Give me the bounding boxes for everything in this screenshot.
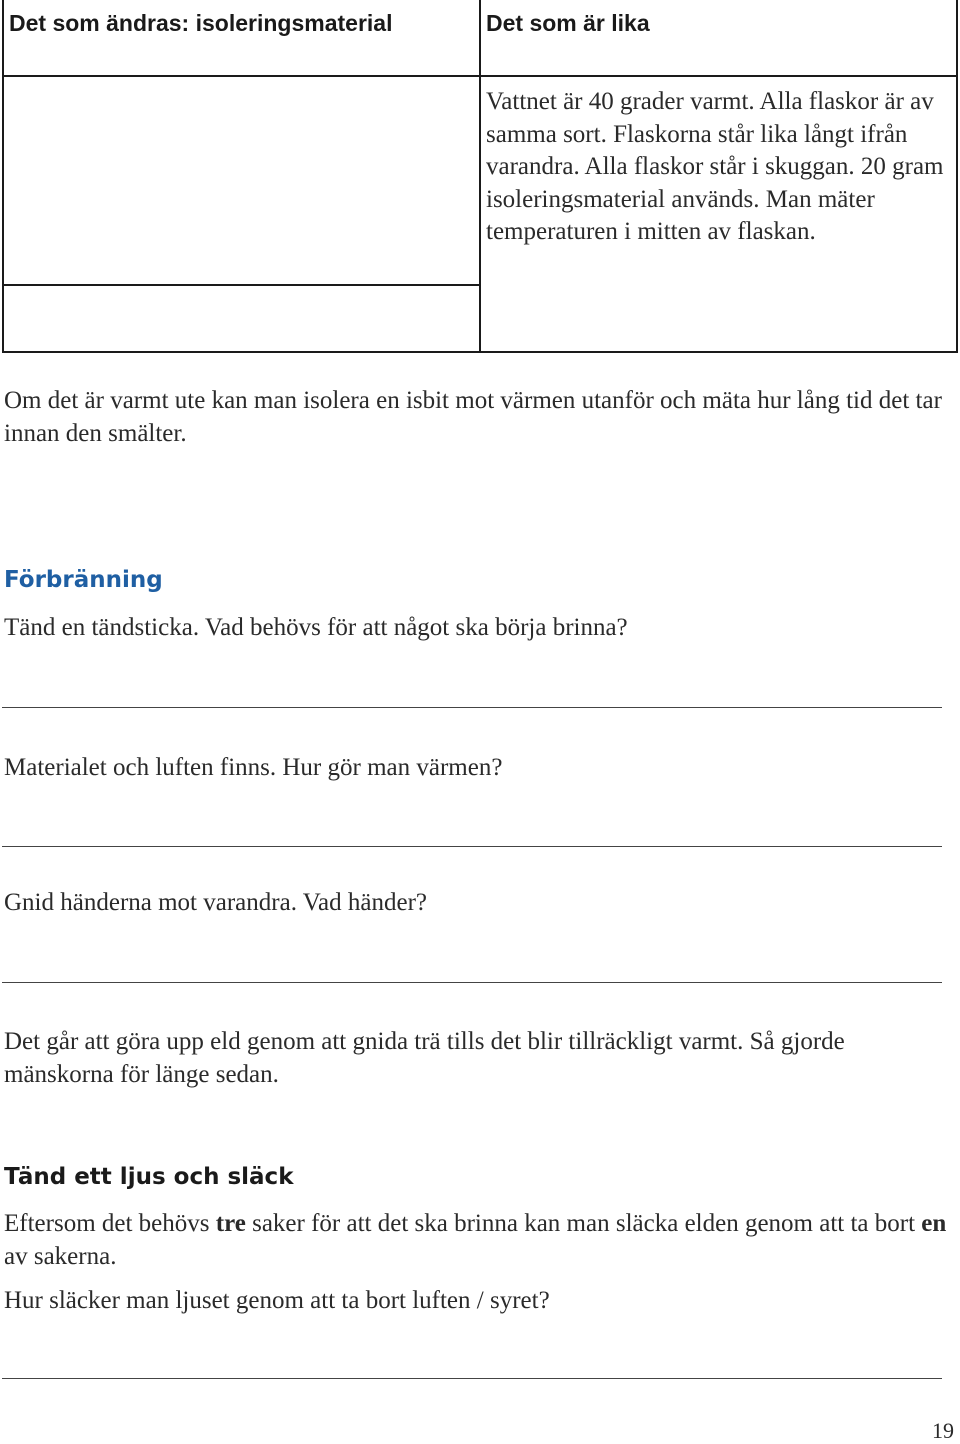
section-heading-combustion: Förbränning (4, 567, 163, 593)
same-conditions-text: Vattnet är 40 grader varmt. Alla flaskor är av samma sort. Flaskorna står lika långt ifrån varandra. Alla flaskor står i skuggan. 20 gram isoleringsmaterial används. Man mäter temperaturen i mitten av flaskan. (486, 88, 944, 245)
candle-text-part: Eftersom det behövs (4, 1210, 216, 1237)
candle-text-part: av sakerna. (4, 1243, 117, 1270)
answer-line[interactable] (2, 982, 942, 983)
emphasis-three: tre (215, 1210, 246, 1237)
answer-line[interactable] (2, 707, 942, 708)
question-heat: Materialet och luften finns. Hur gör man värmen? (4, 754, 503, 781)
page-number: 19 (932, 1418, 954, 1443)
answer-line[interactable] (2, 846, 942, 847)
candle-paragraph (4, 1207, 954, 1273)
section-heading-candle: Tänd ett ljus och släck (4, 1164, 294, 1190)
answer-line[interactable] (2, 1378, 942, 1379)
ice-paragraph: Om det är varmt ute kan man isolera en isbit mot värmen utanför och mäta hur lång tid det tar innan den smälter. (4, 387, 942, 447)
left-row-divider (2, 284, 479, 286)
comparison-table (2, 0, 958, 353)
question-candle: Hur släcker man ljuset genom att ta bort luften / syret? (4, 1287, 550, 1314)
emphasis-one: en (921, 1210, 947, 1237)
question-match: Tänd en tändsticka. Vad behövs för att något ska börja brinna? (4, 614, 628, 641)
fire-fact-paragraph: Det går att göra upp eld genom att gnida trä tills det blir tillräckligt varmt. Så gjorde mänskorna för länge sedan. (4, 1028, 845, 1088)
candle-text-part: saker för att det ska brinna kan man släcka elden genom att ta bort (245, 1210, 922, 1237)
header-changed: Det som ändras: isoleringsmaterial (9, 10, 393, 36)
column-divider (479, 0, 481, 353)
header-same: Det som är lika (486, 10, 650, 36)
question-hands: Gnid händerna mot varandra. Vad händer? (4, 889, 427, 916)
